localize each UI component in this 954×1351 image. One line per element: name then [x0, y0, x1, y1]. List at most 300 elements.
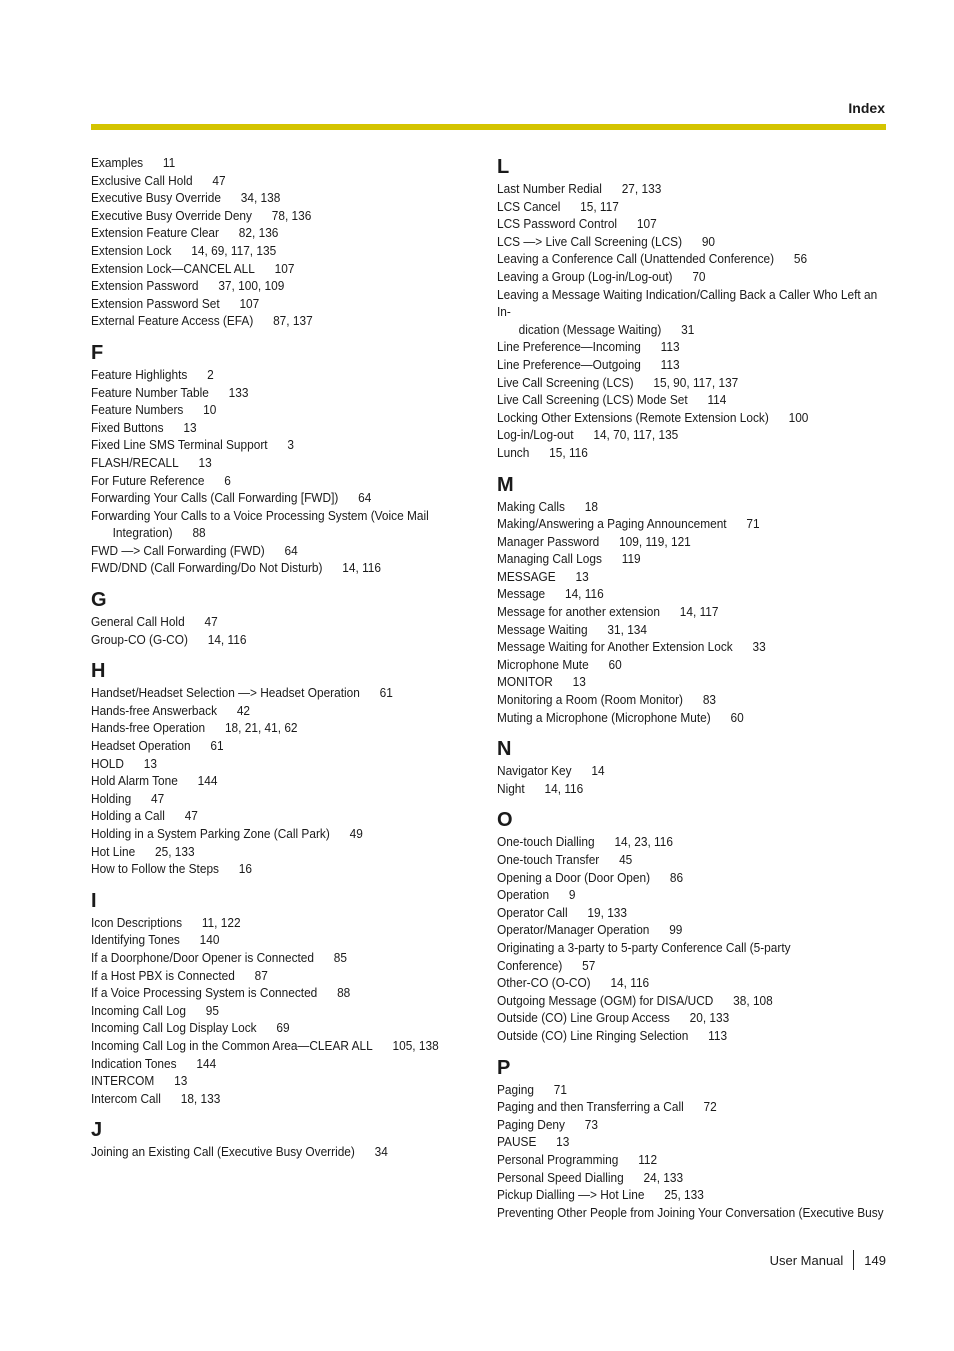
- section-letter: L: [497, 156, 510, 178]
- index-pages: 11: [162, 155, 176, 170]
- index-term-continuation: dication (Message Waiting): [518, 321, 662, 337]
- index-entry: [497, 550, 889, 568]
- index-pages: 45: [619, 852, 633, 867]
- index-term: Live Call Screening (LCS): [497, 374, 634, 390]
- index-pages: 14, 116: [207, 631, 247, 647]
- index-pages: 113: [660, 356, 680, 372]
- index-entry: [91, 172, 461, 190]
- index-term: Personal Speed Dialling: [497, 1169, 624, 1185]
- index-entry: [91, 631, 461, 649]
- index-pages: 100: [788, 409, 809, 425]
- index-pages: 15, 117: [580, 198, 619, 214]
- index-entry: [497, 851, 889, 869]
- index-pages: 34: [374, 1144, 388, 1160]
- index-entry: [91, 507, 461, 525]
- index-term: Navigator Key: [497, 763, 572, 779]
- index-entry: [91, 1143, 461, 1161]
- index-entry: [497, 1186, 889, 1204]
- index-section: [497, 736, 889, 797]
- index-entry: [497, 533, 889, 551]
- index-entry: [497, 250, 889, 268]
- index-term: Preventing Other People from Joining Your Conversation (Executive Busy: [497, 1204, 884, 1220]
- index-term: Extension Password: [91, 278, 199, 294]
- index-term: Managing Call Logs: [497, 551, 602, 567]
- index-entry: [91, 154, 461, 172]
- index-section: [91, 658, 461, 878]
- index-entry: [497, 656, 889, 674]
- index-term: PAUSE: [497, 1134, 537, 1150]
- index-term: Identifying Tones: [91, 932, 180, 948]
- index-entry: [91, 1019, 461, 1037]
- index-term: Outside (CO) Line Group Access: [497, 1010, 670, 1026]
- index-pages: 70: [692, 268, 706, 284]
- index-entry: [91, 472, 461, 490]
- index-entry: [497, 409, 889, 427]
- index-pages: 13: [572, 674, 586, 690]
- index-pages: 27, 133: [621, 181, 662, 196]
- index-pages: 72: [703, 1099, 717, 1115]
- index-term: LCS —> Live Call Screening (LCS): [497, 233, 683, 249]
- index-entry: [91, 489, 461, 507]
- index-term: Microphone Mute: [497, 656, 589, 672]
- index-entry: [91, 366, 461, 384]
- index-pages: 16: [238, 861, 252, 877]
- footer-label: User Manual: [769, 1252, 844, 1268]
- index-entry: [91, 1090, 461, 1108]
- index-entry: [91, 613, 461, 631]
- index-term: Leaving a Group (Log-in/Log-out): [497, 268, 673, 284]
- index-entry: [497, 904, 889, 922]
- index-pages: 113: [660, 339, 680, 355]
- index-term: Extension Password Set: [91, 295, 220, 311]
- index-entry: [91, 967, 461, 985]
- index-entry: [497, 515, 889, 533]
- index-term: Outside (CO) Line Ringing Selection: [497, 1027, 689, 1043]
- index-pages: 11, 122: [201, 914, 241, 930]
- index-pages: 61: [210, 738, 224, 754]
- index-entry: [497, 691, 889, 709]
- index-pages: 2: [207, 366, 214, 382]
- index-entry: [91, 224, 461, 242]
- index-entry: [91, 295, 461, 313]
- index-term: Hold Alarm Tone: [91, 773, 178, 789]
- index-term: Operator Call: [497, 904, 568, 920]
- index-entry: [91, 277, 461, 295]
- index-term: Leaving a Message Waiting Indication/Calling Back a Caller Who Left an In-: [497, 286, 878, 320]
- index-pages: 86: [669, 869, 684, 885]
- index-pages: 47: [184, 808, 198, 824]
- index-entry: [91, 1072, 461, 1090]
- index-entry: [91, 542, 461, 560]
- index-term: MESSAGE: [497, 568, 556, 584]
- index-entry: [91, 242, 461, 260]
- index-entry: [497, 1116, 889, 1134]
- index-entry: [497, 1009, 889, 1027]
- index-entry: [91, 737, 461, 755]
- index-entry: [497, 356, 889, 374]
- index-entry: [91, 807, 461, 825]
- index-term: LCS Cancel: [497, 198, 561, 214]
- index-pages: 69: [276, 1020, 290, 1036]
- index-term: One-touch Transfer: [497, 852, 600, 867]
- index-section: [91, 1117, 461, 1161]
- index-section: [497, 807, 889, 1044]
- index-section: [497, 472, 889, 727]
- index-term: Headset Operation: [91, 738, 191, 754]
- index-pages: 14, 23, 116: [614, 834, 673, 850]
- index-entry: [497, 621, 889, 639]
- index-pages: 38, 108: [733, 992, 773, 1008]
- index-section: [497, 154, 889, 462]
- index-pages: 87, 137: [273, 313, 313, 329]
- index-entry: [497, 992, 889, 1010]
- index-term: INTERCOM: [91, 1073, 155, 1089]
- index-section: [91, 340, 461, 577]
- index-pages: 13: [143, 755, 157, 771]
- index-entry: [497, 709, 889, 727]
- index-term: Extension Lock—CANCEL ALL: [91, 260, 255, 276]
- index-term: Forwarding Your Calls (Call Forwarding [FWD]): [91, 490, 339, 506]
- index-term: Monitoring a Room (Room Monitor): [497, 692, 684, 708]
- index-pages: 18: [584, 498, 598, 514]
- index-term: Intercom Call: [91, 1090, 161, 1106]
- index-pages: 107: [274, 260, 295, 276]
- index-term: Feature Numbers: [91, 402, 184, 418]
- index-entry: [497, 780, 889, 798]
- index-pages: 57: [582, 957, 596, 973]
- index-term: Muting a Microphone (Microphone Mute): [497, 709, 711, 725]
- index-term: Fixed Line SMS Terminal Support: [91, 437, 268, 453]
- index-pages: 64: [358, 490, 372, 506]
- index-entry: [91, 189, 461, 207]
- index-term: If a Doorphone/Door Opener is Connected: [91, 949, 315, 965]
- index-pages: 90: [701, 233, 716, 249]
- index-term: Holding in a System Parking Zone (Call Park): [91, 826, 330, 841]
- section-letter: I: [91, 889, 97, 912]
- index-section: [91, 888, 461, 1108]
- index-term: Holding a Call: [91, 808, 165, 824]
- index-pages: 107: [636, 216, 657, 232]
- index-term: Incoming Call Log: [91, 1002, 187, 1018]
- index-entry: [91, 260, 461, 278]
- index-term: Paging Deny: [497, 1116, 565, 1132]
- index-pages: 144: [197, 773, 218, 789]
- index-entry: [497, 673, 889, 691]
- index-pages: 31: [681, 321, 695, 337]
- footer-separator: [853, 1250, 854, 1270]
- index-term: FWD —> Call Forwarding (FWD): [91, 542, 265, 558]
- index-entry: [497, 1133, 889, 1151]
- index-pages: 105, 138: [392, 1037, 439, 1053]
- index-pages: 33: [752, 639, 766, 655]
- index-entry: [497, 338, 889, 356]
- index-pages: 13: [174, 1073, 188, 1089]
- index-entry-continuation: [497, 321, 910, 339]
- index-column-right: [497, 154, 889, 1221]
- index-entry: [91, 684, 461, 702]
- index-term: Personal Programming: [497, 1151, 619, 1167]
- index-entry: [497, 1027, 889, 1045]
- index-term: How to Follow the Steps: [91, 861, 219, 877]
- index-term: Executive Busy Override: [91, 190, 221, 206]
- index-term: Hands-free Operation: [91, 720, 206, 736]
- index-term: Handset/Headset Selection —> Headset Operation: [91, 685, 360, 701]
- index-term: Locking Other Extensions (Remote Extension Lock): [497, 409, 769, 425]
- index-pages: 14, 70, 117, 135: [593, 427, 679, 443]
- index-term: Icon Descriptions: [91, 914, 183, 930]
- section-letter: O: [497, 809, 513, 832]
- index-entry-continuation: [91, 524, 482, 542]
- index-pages: 47: [204, 614, 218, 630]
- index-pages: 14, 117: [679, 604, 719, 620]
- index-pages: 18, 133: [180, 1090, 221, 1106]
- index-entry: [497, 974, 889, 992]
- index-pages: 14: [591, 763, 605, 779]
- index-pages: 3: [287, 437, 294, 453]
- index-pages: 87: [254, 967, 268, 983]
- index-pages: 113: [708, 1027, 728, 1043]
- index-term: Examples: [91, 155, 144, 170]
- index-term: MONITOR: [497, 674, 553, 690]
- index-entry: [497, 391, 889, 409]
- index-term: FWD/DND (Call Forwarding/Do Not Disturb): [91, 560, 323, 576]
- index-pages: 133: [228, 384, 249, 400]
- index-entry: [497, 498, 889, 516]
- index-pages: 64: [284, 542, 298, 558]
- index-entry: [497, 921, 889, 939]
- index-pages: 107: [239, 295, 260, 311]
- index-term: LCS Password Control: [497, 216, 618, 232]
- index-pages: 10: [203, 402, 217, 418]
- index-entry: [91, 454, 461, 472]
- index-pages: 13: [183, 419, 197, 435]
- index-entry: [497, 833, 889, 851]
- index-term: Leaving a Conference Call (Unattended Conference): [497, 251, 775, 267]
- index-entry: [91, 559, 461, 577]
- index-term: Night: [497, 780, 525, 796]
- index-entry: [91, 931, 461, 949]
- index-pages: 31, 134: [607, 621, 648, 637]
- index-term: Making Calls: [497, 498, 565, 514]
- index-entry: [497, 585, 889, 603]
- index-entry: [497, 568, 889, 586]
- index-pages: 18, 21, 41, 62: [224, 720, 298, 736]
- header-rule: [91, 124, 886, 130]
- index-pages: 14, 116: [564, 586, 604, 602]
- index-entry: [497, 603, 889, 621]
- index-entry: [497, 233, 889, 251]
- index-entry: [497, 286, 889, 321]
- index-entry: [91, 843, 461, 861]
- index-pages: 88: [337, 985, 351, 1001]
- index-term: Manager Password: [497, 533, 600, 549]
- index-entry: [497, 426, 889, 444]
- index-entry: [497, 374, 889, 392]
- section-letter: G: [91, 589, 107, 612]
- index-term: Hands-free Answerback: [91, 702, 218, 718]
- index-entry: [91, 436, 461, 454]
- index-term: One-touch Dialling: [497, 834, 595, 850]
- index-term: If a Host PBX is Connected: [91, 967, 235, 983]
- index-entry: [497, 215, 889, 233]
- index-pages: 85: [333, 949, 348, 965]
- index-pages: 109, 119, 121: [619, 533, 691, 549]
- section-letter: H: [91, 660, 106, 683]
- index-entry: [497, 886, 889, 904]
- index-pages: 37, 100, 109: [218, 278, 285, 294]
- index-term: Lunch: [497, 444, 530, 460]
- index-pages: 14, 69, 117, 135: [191, 242, 277, 258]
- index-term: Line Preference—Incoming: [497, 339, 641, 355]
- index-entry: [497, 268, 889, 286]
- section-letter: F: [91, 341, 104, 364]
- index-term: Executive Busy Override Deny: [91, 207, 252, 223]
- index-pages: 13: [198, 454, 212, 470]
- index-term: Group-CO (G-CO): [91, 631, 188, 647]
- index-entry: [91, 790, 461, 808]
- index-entry: [497, 1204, 889, 1222]
- index-entry: [91, 207, 461, 225]
- index-term: Message: [497, 586, 546, 602]
- index-pages: 14, 116: [342, 560, 382, 576]
- index-section: [91, 587, 461, 648]
- index-term: HOLD: [91, 755, 124, 771]
- index-pages: 6: [224, 472, 231, 488]
- index-pages: 25, 133: [664, 1187, 704, 1203]
- section-letter: M: [497, 473, 514, 496]
- index-term: For Future Reference: [91, 472, 205, 488]
- index-entry: [497, 444, 889, 462]
- index-term: Paging and then Transferring a Call: [497, 1099, 684, 1115]
- index-entry: [497, 1098, 889, 1116]
- index-pages: 34, 138: [240, 190, 281, 206]
- index-pages: 61: [379, 685, 393, 701]
- index-pages: 49: [349, 826, 363, 841]
- index-pages: 9: [568, 887, 576, 903]
- index-entry: [91, 702, 461, 720]
- index-term: Pickup Dialling —> Hot Line: [497, 1187, 645, 1203]
- index-entry: [91, 384, 461, 402]
- index-pages: 60: [730, 709, 744, 725]
- index-term: Opening a Door (Door Open): [497, 869, 651, 885]
- index-term: Outgoing Message (OGM) for DISA/UCD: [497, 992, 714, 1008]
- index-pages: 60: [608, 656, 622, 672]
- index-pages: 13: [556, 1134, 570, 1150]
- index-pages: 114: [707, 392, 727, 408]
- index-pages: 13: [575, 568, 589, 584]
- index-entry: [497, 198, 889, 216]
- index-entry: [91, 419, 461, 437]
- page-header-title: Index: [848, 100, 885, 116]
- index-pages: 56: [793, 251, 808, 267]
- index-entry: [91, 1037, 461, 1055]
- index-column-left: [91, 154, 461, 1161]
- index-pages: 78, 136: [271, 207, 312, 223]
- index-pages: 95: [205, 1002, 220, 1018]
- index-entry: [91, 755, 461, 773]
- index-pages: 71: [553, 1081, 567, 1097]
- index-term: Indication Tones: [91, 1055, 177, 1071]
- index-term: Extension Feature Clear: [91, 225, 219, 241]
- index-pages: 83: [702, 692, 717, 708]
- index-term: Incoming Call Log in the Common Area—CLEAR ALL: [91, 1037, 373, 1053]
- index-pages: 82, 136: [238, 225, 279, 241]
- index-term: Message for another extension: [497, 604, 660, 620]
- index-section: [91, 154, 461, 330]
- index-entry: [91, 860, 461, 878]
- index-entry: [497, 1081, 889, 1099]
- index-pages: 15, 116: [549, 444, 588, 460]
- index-term: Joining an Existing Call (Executive Busy Override): [91, 1144, 355, 1160]
- index-term: Fixed Buttons: [91, 419, 164, 435]
- section-letter: J: [91, 1119, 103, 1142]
- index-term: External Feature Access (EFA): [91, 313, 254, 329]
- index-entry: [497, 1169, 889, 1187]
- index-term: Other-CO (O-CO): [497, 975, 591, 991]
- index-term: Extension Lock: [91, 242, 172, 258]
- index-entry: [91, 984, 461, 1002]
- index-entry: [91, 772, 461, 790]
- index-pages: 140: [199, 932, 220, 948]
- section-letter: N: [497, 738, 512, 761]
- index-term: Feature Highlights: [91, 366, 188, 382]
- index-term: If a Voice Processing System is Connected: [91, 985, 318, 1001]
- index-term: Log-in/Log-out: [497, 427, 574, 443]
- index-term: Line Preference—Outgoing: [497, 356, 641, 372]
- index-term: Feature Number Table: [91, 384, 209, 400]
- index-term: Last Number Redial: [497, 181, 602, 196]
- index-pages: 99: [669, 922, 683, 938]
- index-section: [497, 1055, 889, 1222]
- index-pages: 47: [212, 172, 226, 188]
- index-term: Live Call Screening (LCS) Mode Set: [497, 392, 688, 408]
- index-term: FLASH/RECALL: [91, 454, 179, 470]
- page-footer: [770, 1250, 886, 1270]
- index-pages: 112: [638, 1151, 658, 1167]
- index-pages: 15, 90, 117, 137: [653, 374, 739, 390]
- index-entry: [91, 312, 461, 330]
- index-entry: [497, 638, 889, 656]
- index-entry: [497, 869, 889, 887]
- index-term: Hot Line: [91, 843, 136, 859]
- index-pages: 25, 133: [155, 843, 195, 859]
- index-pages: 19, 133: [587, 904, 627, 920]
- index-term: Originating a 3-party to 5-party Conference Call (5-party Conference): [497, 939, 791, 973]
- index-term-continuation: Integration): [112, 525, 173, 541]
- index-entry: [497, 1151, 889, 1169]
- index-entry: [91, 1055, 461, 1073]
- index-pages: 24, 133: [643, 1169, 684, 1185]
- index-entry: [91, 1002, 461, 1020]
- index-pages: 88: [192, 525, 206, 541]
- index-entry: [91, 914, 461, 932]
- index-pages: 14, 116: [544, 780, 584, 796]
- index-entry: [91, 825, 461, 843]
- index-entry: [497, 762, 889, 780]
- index-term: General Call Hold: [91, 614, 185, 630]
- index-term: Holding: [91, 790, 132, 806]
- index-pages: 71: [746, 516, 760, 532]
- index-term: Making/Answering a Paging Announcement: [497, 516, 727, 532]
- index-pages: 42: [236, 702, 251, 718]
- index-entry: [91, 949, 461, 967]
- index-term: Message Waiting: [497, 621, 588, 637]
- index-entry: [497, 180, 889, 198]
- index-entry: [497, 939, 889, 974]
- index-pages: 144: [196, 1055, 217, 1071]
- index-term: Forwarding Your Calls to a Voice Processing System (Voice Mail: [91, 507, 429, 523]
- index-pages: 20, 133: [689, 1010, 730, 1026]
